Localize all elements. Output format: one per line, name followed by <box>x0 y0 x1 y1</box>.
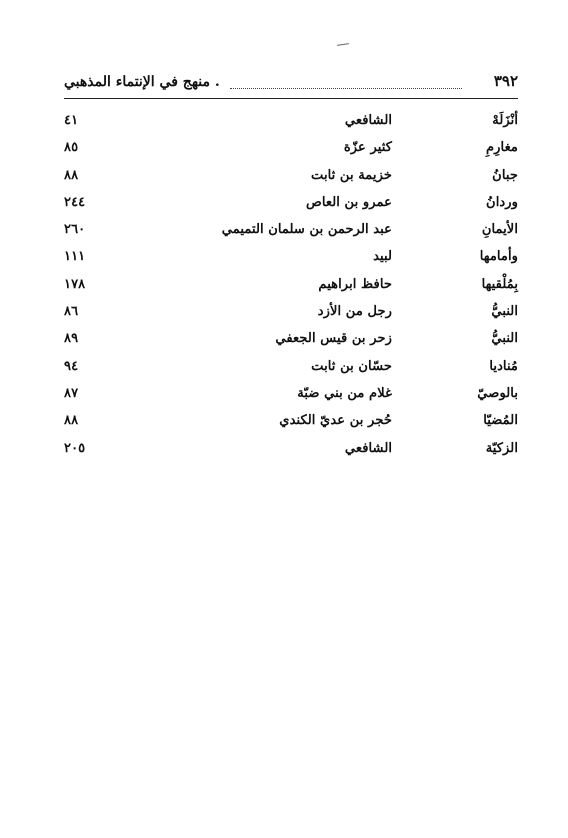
rhyme-word: مُناديا <box>489 358 518 374</box>
page-reference: ٢٠٥ <box>64 440 86 456</box>
page-reference: ٨٦ <box>64 304 79 320</box>
page-reference: ٤١ <box>64 113 79 128</box>
page-reference: ١٧٨ <box>64 276 86 292</box>
index-row <box>64 410 518 437</box>
rhyme-word: الزكيّة <box>485 440 518 456</box>
poet-name: زحر بن قيس الجعفي <box>275 331 392 347</box>
poet-name: حُجر بن عديّ الكندي <box>279 413 392 429</box>
rhyme-word: جبانُ <box>492 167 518 183</box>
page-number: ٣٩٢ <box>493 72 518 90</box>
index-row <box>64 438 518 465</box>
dotted-leader <box>230 88 462 89</box>
poet-name: رجل من الأزد <box>317 304 392 320</box>
index-row <box>64 328 518 355</box>
index-row <box>64 383 518 410</box>
page-reference: ٨٧ <box>64 385 79 401</box>
print-mark <box>336 42 350 48</box>
page-reference: ١١١ <box>64 249 86 265</box>
rhyme-word: وردانُ <box>486 194 518 210</box>
index-row <box>64 110 518 137</box>
rhyme-word: أنْزَلَهْ <box>492 113 518 128</box>
page-reference: ٨٥ <box>64 140 79 156</box>
rhyme-word: الأيمانِ <box>481 222 518 238</box>
page-reference: ٨٨ <box>64 167 79 183</box>
index-row <box>64 192 518 219</box>
poet-name: غلام من بني ضبّة <box>297 385 392 401</box>
page-reference: ٢٦٠ <box>64 222 86 238</box>
index-row <box>64 246 518 273</box>
index-row <box>64 165 518 192</box>
poet-name: لبيد <box>373 249 392 265</box>
index-row <box>64 137 518 164</box>
poet-name: عبد الرحمن بن سلمان التميمي <box>221 222 392 238</box>
rhyme-word: بِمُلْقيها <box>481 276 518 292</box>
poet-name: حسّان بن ثابت <box>311 358 392 374</box>
poet-name: عمرو بن العاص <box>305 194 392 210</box>
rhyme-word: مغارِمِ <box>486 140 518 156</box>
running-header <box>64 71 518 97</box>
poet-name: كثير عزّة <box>343 140 392 156</box>
rhyme-word: بالوصيّ <box>477 385 518 401</box>
rhyme-word: وأمامها <box>479 249 518 265</box>
page-reference: ٨٩ <box>64 331 79 347</box>
page-reference: ٨٨ <box>64 413 79 429</box>
page-reference: ٩٤ <box>64 358 79 374</box>
page-reference: ٢٤٤ <box>64 194 86 210</box>
running-title: . منهج في الإنتماء المذهبي <box>64 74 220 90</box>
index-row <box>64 301 518 328</box>
rhyme-word: النبيُّ <box>491 331 518 347</box>
poet-name: الشافعي <box>344 113 392 128</box>
header-rule <box>64 98 518 99</box>
index-row <box>64 219 518 246</box>
poetry-index-table <box>64 110 518 465</box>
poet-name: حافظ ابراهيم <box>318 276 392 292</box>
index-row <box>64 356 518 383</box>
poet-name: خزيمة بن ثابت <box>311 167 392 183</box>
rhyme-word: المُضيّا <box>483 413 518 429</box>
poet-name: الشافعي <box>344 440 392 456</box>
rhyme-word: النبيُّ <box>491 304 518 320</box>
index-row <box>64 274 518 301</box>
